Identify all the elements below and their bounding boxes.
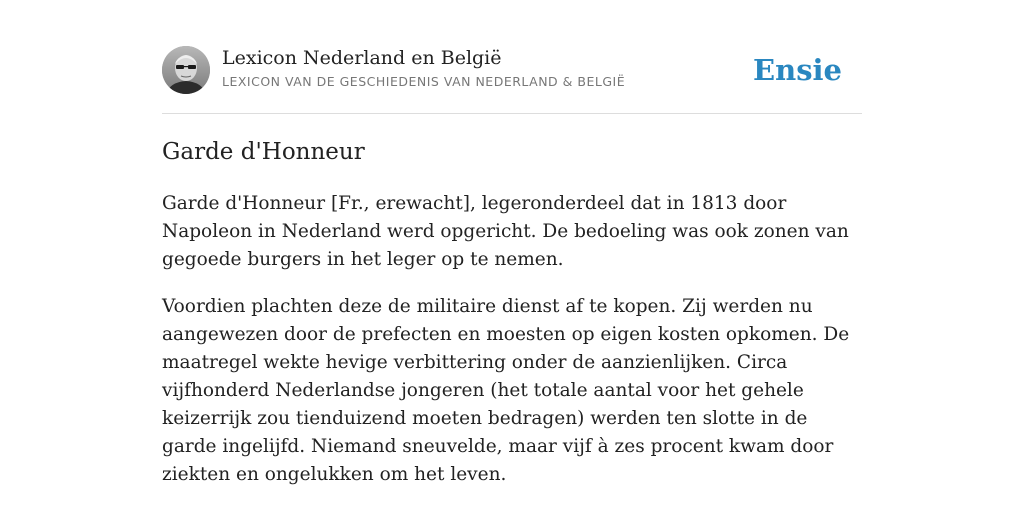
lexicon-header [162, 46, 862, 96]
portrait-image [162, 46, 210, 94]
article-body [162, 190, 862, 508]
author-avatar[interactable] [162, 46, 210, 94]
article-paragraph: Garde d'Honneur [Fr., erewacht], legeronderdeel dat in 1813 door Napoleon in Nederland werd opgericht. De bedoeling was ook zonen van gegoede burgers in het leger op te nemen. [162, 193, 849, 270]
ensie-logo-link[interactable]: Ensie [753, 53, 842, 87]
lexicon-title[interactable]: Lexicon Nederland en België [222, 47, 502, 69]
lexicon-subtitle: LEXICON VAN DE GESCHIEDENIS VAN NEDERLAND & BELGIË [222, 74, 626, 89]
header-divider [162, 113, 862, 114]
article-paragraph: Voordien plachten deze de militaire dienst af te kopen. Zij werden nu aangewezen door de prefecten en moesten op eigen kosten opkomen. De maatregel wekte hevige verbittering onder de aanzienlijken. Circa vijfhonderd Nederlandse jongeren (het totale aantal voor het gehele keizerrijk zou tienduizend moeten bedragen) werden ten slotte in de garde ingelijfd. Niemand sneuvelde, maar vijf à zes procent kwam door ziekten en ongelukken om het leven. [162, 296, 850, 485]
article-title: Garde d'Honneur [162, 139, 365, 165]
